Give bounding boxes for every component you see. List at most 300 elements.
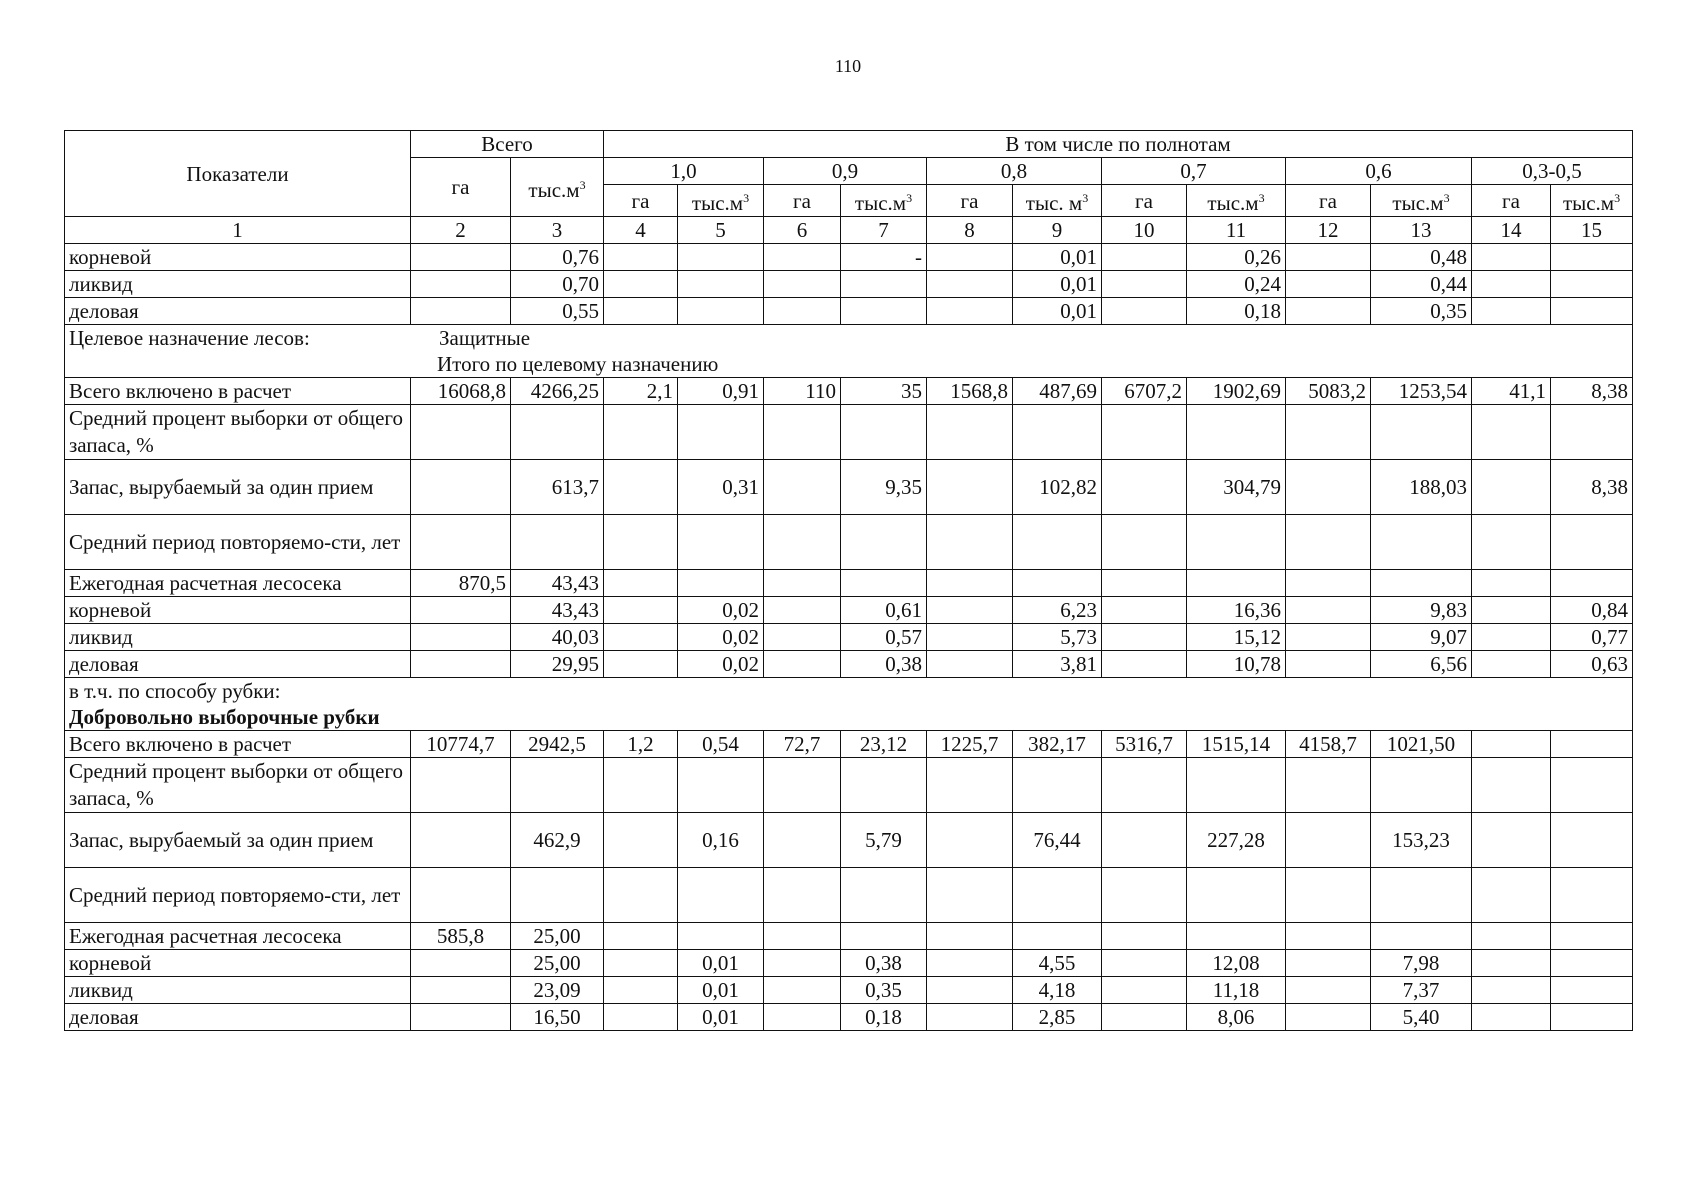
table-cell	[764, 923, 841, 950]
table-cell: 0,31	[678, 460, 764, 515]
vol-header: $тыс.м^3$	[1551, 185, 1633, 217]
table-cell: 1021,50	[1371, 731, 1472, 758]
table-cell	[1371, 405, 1472, 460]
table-cell	[1551, 298, 1633, 325]
table-cell: 16,50	[511, 1004, 604, 1031]
table-cell	[411, 977, 511, 1004]
table-cell	[604, 597, 678, 624]
table-cell	[1286, 597, 1371, 624]
table-cell: 870,5	[411, 570, 511, 597]
table-cell: 5316,7	[1102, 731, 1187, 758]
table-cell	[511, 405, 604, 460]
table-cell	[764, 950, 841, 977]
table-cell	[927, 758, 1013, 813]
table-cell: 72,7	[764, 731, 841, 758]
table-cell	[1286, 460, 1371, 515]
column-number: 15	[1551, 217, 1633, 244]
table-cell: 0,77	[1551, 624, 1633, 651]
table-cell	[1371, 515, 1472, 570]
table-cell	[1472, 271, 1551, 298]
table-cell: 1,2	[604, 731, 678, 758]
purpose-value: Защитные	[439, 326, 531, 350]
purpose-subtitle: Итого по целевому назначению	[437, 352, 719, 376]
table-row	[65, 813, 1633, 868]
table-cell: 0,38	[841, 950, 927, 977]
column-number: 9	[1013, 217, 1102, 244]
table-cell	[764, 1004, 841, 1031]
table-row	[65, 244, 1633, 271]
table-cell: 0,01	[678, 950, 764, 977]
table-cell: 2942,5	[511, 731, 604, 758]
table-cell: 188,03	[1371, 460, 1472, 515]
table-cell	[764, 570, 841, 597]
table-cell	[604, 624, 678, 651]
table-cell	[764, 405, 841, 460]
table-cell	[927, 515, 1013, 570]
table-cell	[764, 977, 841, 1004]
header-row-1	[65, 131, 1633, 158]
density-header: 0,6	[1286, 158, 1472, 185]
table-cell	[604, 813, 678, 868]
table-cell: 4,55	[1013, 950, 1102, 977]
table-cell	[1286, 244, 1371, 271]
table-cell	[678, 923, 764, 950]
table-cell	[511, 868, 604, 923]
ha-header: га	[604, 185, 678, 217]
table-row	[65, 731, 1633, 758]
table-cell: 4,18	[1013, 977, 1102, 1004]
table-cell: 4266,25	[511, 378, 604, 405]
method-name: Добровольно выборочные рубки	[69, 705, 380, 729]
table-cell	[764, 813, 841, 868]
table-cell	[927, 1004, 1013, 1031]
table-cell	[841, 405, 927, 460]
table-cell: 6,23	[1013, 597, 1102, 624]
table-cell: 11,18	[1187, 977, 1286, 1004]
table-cell	[1286, 624, 1371, 651]
column-number: 8	[927, 217, 1013, 244]
table-cell	[1102, 1004, 1187, 1031]
purpose-subtitle-line	[69, 351, 1628, 377]
table-row	[65, 597, 1633, 624]
table-body	[65, 131, 1633, 1031]
vol-header: $тыс.м^3$	[678, 185, 764, 217]
table-cell	[411, 298, 511, 325]
table-row	[65, 758, 1633, 813]
table-cell	[411, 405, 511, 460]
table-cell	[678, 271, 764, 298]
table-cell	[1102, 758, 1187, 813]
by-density-header: В том числе по полнотам	[604, 131, 1633, 158]
table-cell	[411, 271, 511, 298]
table-cell: 0,16	[678, 813, 764, 868]
total-vol-header: $тыс.м^3$	[511, 158, 604, 217]
table-cell	[927, 950, 1013, 977]
ha-header: га	[1286, 185, 1371, 217]
row-label: деловая	[65, 298, 411, 325]
table-cell	[411, 624, 511, 651]
table-cell	[1472, 758, 1551, 813]
row-label: корневой	[65, 597, 411, 624]
table-cell	[1371, 570, 1472, 597]
row-label: Средний процент выборки от общего запаса, %	[65, 758, 411, 813]
ha-header: га	[927, 185, 1013, 217]
table-cell: 10,78	[1187, 651, 1286, 678]
table-cell: 10774,7	[411, 731, 511, 758]
table-cell	[1102, 570, 1187, 597]
table-cell	[1472, 651, 1551, 678]
table-cell	[1187, 758, 1286, 813]
table-cell	[927, 597, 1013, 624]
table-cell	[1371, 868, 1472, 923]
table-cell	[1286, 977, 1371, 1004]
column-number: 13	[1371, 217, 1472, 244]
table-cell: 102,82	[1013, 460, 1102, 515]
table-cell: 4158,7	[1286, 731, 1371, 758]
table-cell	[604, 651, 678, 678]
table-cell	[764, 271, 841, 298]
table-cell	[678, 758, 764, 813]
table-cell	[411, 758, 511, 813]
table-cell	[927, 977, 1013, 1004]
table-cell: 5,40	[1371, 1004, 1472, 1031]
table-cell	[1286, 405, 1371, 460]
vol-header: $тыс.м^3$	[841, 185, 927, 217]
table-cell	[1102, 298, 1187, 325]
table-cell	[604, 460, 678, 515]
table-row	[65, 298, 1633, 325]
table-cell: 0,61	[841, 597, 927, 624]
table-cell	[764, 758, 841, 813]
table-cell: 110	[764, 378, 841, 405]
table-row	[65, 624, 1633, 651]
table-cell: 462,9	[511, 813, 604, 868]
table-cell	[1013, 515, 1102, 570]
table-cell	[678, 405, 764, 460]
table-cell	[841, 271, 927, 298]
density-header: 0,7	[1102, 158, 1286, 185]
table-cell	[1286, 923, 1371, 950]
table-cell	[1102, 651, 1187, 678]
table-cell	[841, 515, 927, 570]
table-cell	[1472, 731, 1551, 758]
table-cell	[927, 405, 1013, 460]
table-cell	[604, 244, 678, 271]
table-cell	[1013, 570, 1102, 597]
column-numbers-row	[65, 217, 1633, 244]
row-label: Всего включено в расчет	[65, 731, 411, 758]
table-cell	[1286, 651, 1371, 678]
table-cell	[678, 868, 764, 923]
table-cell: 12,08	[1187, 950, 1286, 977]
table-cell	[1286, 271, 1371, 298]
method-section-cell	[65, 678, 1633, 731]
table-cell	[841, 923, 927, 950]
table-cell	[1551, 868, 1633, 923]
table-cell	[927, 244, 1013, 271]
table-cell	[1472, 977, 1551, 1004]
table-cell	[1286, 950, 1371, 977]
page-number: 110	[834, 56, 862, 76]
table-cell: 8,06	[1187, 1004, 1286, 1031]
vol-header: $тыс.м^3$	[1187, 185, 1286, 217]
table-cell: 382,17	[1013, 731, 1102, 758]
row-label: Запас, вырубаемый за один прием	[65, 813, 411, 868]
table-cell	[411, 515, 511, 570]
table-cell	[411, 868, 511, 923]
row-label: Всего включено в расчет	[65, 378, 411, 405]
table-cell	[1102, 624, 1187, 651]
table-cell: 6707,2	[1102, 378, 1187, 405]
table-cell	[841, 298, 927, 325]
table-cell	[511, 758, 604, 813]
column-number: 6	[764, 217, 841, 244]
ha-header: га	[764, 185, 841, 217]
purpose-section	[65, 325, 1633, 378]
table-cell	[604, 515, 678, 570]
table-cell	[1286, 868, 1371, 923]
table-cell	[1551, 570, 1633, 597]
table-cell: 0,01	[678, 1004, 764, 1031]
table-cell	[1102, 923, 1187, 950]
table-cell	[411, 460, 511, 515]
table-cell: 25,00	[511, 923, 604, 950]
table-row	[65, 515, 1633, 570]
total-ha-header: га	[411, 158, 511, 217]
table-cell	[1102, 244, 1187, 271]
table-cell	[927, 624, 1013, 651]
table-cell: 2,85	[1013, 1004, 1102, 1031]
table-cell	[1472, 515, 1551, 570]
table-cell	[1187, 515, 1286, 570]
table-cell	[927, 460, 1013, 515]
table-cell: 0,55	[511, 298, 604, 325]
column-number: 4	[604, 217, 678, 244]
table-cell	[1472, 460, 1551, 515]
table-cell	[1472, 570, 1551, 597]
row-label: корневой	[65, 950, 411, 977]
table-cell	[411, 1004, 511, 1031]
table-cell	[841, 868, 927, 923]
table-cell	[1187, 570, 1286, 597]
table-cell	[1102, 515, 1187, 570]
table-cell: 3,81	[1013, 651, 1102, 678]
table-cell: 7,37	[1371, 977, 1472, 1004]
table-cell: 0,48	[1371, 244, 1472, 271]
column-number: 14	[1472, 217, 1551, 244]
density-header: 0,9	[764, 158, 927, 185]
table-cell: 1902,69	[1187, 378, 1286, 405]
table-row	[65, 868, 1633, 923]
table-cell: 1515,14	[1187, 731, 1286, 758]
table-cell	[764, 460, 841, 515]
table-cell: 23,09	[511, 977, 604, 1004]
table-cell: 41,1	[1472, 378, 1551, 405]
table-cell	[927, 868, 1013, 923]
table-cell	[1187, 923, 1286, 950]
method-line	[69, 678, 1628, 704]
table-cell	[1286, 813, 1371, 868]
row-label: Средний процент выборки от общего запаса, %	[65, 405, 411, 460]
table-cell: 7,98	[1371, 950, 1472, 977]
table-cell	[1286, 515, 1371, 570]
table-cell: 29,95	[511, 651, 604, 678]
density-header: 1,0	[604, 158, 764, 185]
table-cell	[1472, 624, 1551, 651]
table-cell	[1102, 405, 1187, 460]
table-cell: 1568,8	[927, 378, 1013, 405]
column-number: 2	[411, 217, 511, 244]
column-number: 1	[65, 217, 411, 244]
table-cell: 15,12	[1187, 624, 1286, 651]
table-cell	[604, 868, 678, 923]
table-cell	[1472, 868, 1551, 923]
table-row	[65, 950, 1633, 977]
table-cell	[1013, 405, 1102, 460]
table-row	[65, 570, 1633, 597]
method-label: в т.ч. по способу рубки:	[69, 679, 281, 703]
table-cell	[1013, 868, 1102, 923]
row-label: Средний период повторяемо-сти, лет	[65, 868, 411, 923]
column-number: 12	[1286, 217, 1371, 244]
table-cell	[1551, 731, 1633, 758]
table-cell: 2,1	[604, 378, 678, 405]
table-cell	[1551, 977, 1633, 1004]
table-cell	[1472, 923, 1551, 950]
table-cell: 0,24	[1187, 271, 1286, 298]
table-cell: 0,63	[1551, 651, 1633, 678]
table-row	[65, 271, 1633, 298]
table-cell	[411, 651, 511, 678]
table-cell	[764, 515, 841, 570]
table-cell	[1472, 405, 1551, 460]
table-cell: 1253,54	[1371, 378, 1472, 405]
row-label: ликвид	[65, 271, 411, 298]
table-cell	[1551, 813, 1633, 868]
row-label: Средний период повторяемо-сти, лет	[65, 515, 411, 570]
table-cell: 0,76	[511, 244, 604, 271]
table-cell	[1187, 405, 1286, 460]
table-cell: 8,38	[1551, 378, 1633, 405]
table-cell	[1013, 923, 1102, 950]
table-cell	[1286, 1004, 1371, 1031]
table-cell	[1102, 271, 1187, 298]
table-cell: 25,00	[511, 950, 604, 977]
table-cell: 0,57	[841, 624, 927, 651]
table-cell	[1472, 597, 1551, 624]
table-cell	[1551, 405, 1633, 460]
table-cell: 16068,8	[411, 378, 511, 405]
table-row	[65, 651, 1633, 678]
ha-header: га	[1472, 185, 1551, 217]
table-cell	[1102, 950, 1187, 977]
table-cell: 9,07	[1371, 624, 1472, 651]
table-cell	[927, 271, 1013, 298]
table-cell	[604, 758, 678, 813]
table-cell: 0,18	[841, 1004, 927, 1031]
table-cell: 76,44	[1013, 813, 1102, 868]
table-row	[65, 1004, 1633, 1031]
row-label: ликвид	[65, 977, 411, 1004]
table-cell	[1286, 758, 1371, 813]
table-cell	[1551, 923, 1633, 950]
indicators-header: Показатели	[65, 131, 411, 217]
table-cell	[604, 405, 678, 460]
table-cell	[1551, 1004, 1633, 1031]
table-cell: 0,02	[678, 624, 764, 651]
table-cell: 585,8	[411, 923, 511, 950]
ha-header: га	[1102, 185, 1187, 217]
table-cell	[1551, 271, 1633, 298]
table-cell	[604, 271, 678, 298]
column-number: 3	[511, 217, 604, 244]
table-cell: 487,69	[1013, 378, 1102, 405]
table-cell	[1371, 758, 1472, 813]
table-cell: 8,38	[1551, 460, 1633, 515]
table-cell	[1472, 1004, 1551, 1031]
table-cell	[764, 597, 841, 624]
purpose-line	[69, 325, 1628, 351]
table-cell: 5083,2	[1286, 378, 1371, 405]
row-label: Запас, вырубаемый за один прием	[65, 460, 411, 515]
table-cell: 35	[841, 378, 927, 405]
table-cell: 0,54	[678, 731, 764, 758]
table-cell	[1102, 597, 1187, 624]
table-cell: 0,18	[1187, 298, 1286, 325]
table-cell: 0,01	[1013, 271, 1102, 298]
table-cell: 5,79	[841, 813, 927, 868]
table-cell	[764, 624, 841, 651]
table-cell	[678, 244, 764, 271]
column-number: 11	[1187, 217, 1286, 244]
table-cell: 0,91	[678, 378, 764, 405]
table-cell: 0,70	[511, 271, 604, 298]
row-label: Ежегодная расчетная лесосека	[65, 570, 411, 597]
table-cell: 23,12	[841, 731, 927, 758]
table-cell	[1371, 923, 1472, 950]
table-cell	[927, 651, 1013, 678]
table-cell: 0,01	[1013, 244, 1102, 271]
table-cell	[764, 868, 841, 923]
method-name-line	[69, 704, 1628, 730]
table-cell	[678, 570, 764, 597]
table-cell	[678, 515, 764, 570]
density-header: 0,8	[927, 158, 1102, 185]
table-cell	[511, 515, 604, 570]
table-cell	[1472, 950, 1551, 977]
table-row	[65, 460, 1633, 515]
table-cell	[604, 1004, 678, 1031]
table-row	[65, 378, 1633, 405]
table-cell: 0,01	[678, 977, 764, 1004]
vol-header: $тыс.м^3$	[1371, 185, 1472, 217]
table-cell: 43,43	[511, 597, 604, 624]
table-cell: 5,73	[1013, 624, 1102, 651]
vol-header: тыс. $м^3$	[1013, 185, 1102, 217]
table-cell	[764, 298, 841, 325]
table-cell	[1102, 868, 1187, 923]
table-cell: 0,01	[1013, 298, 1102, 325]
table-cell	[1472, 813, 1551, 868]
table-cell	[604, 923, 678, 950]
table-cell	[1013, 758, 1102, 813]
column-number: 7	[841, 217, 927, 244]
table-row	[65, 405, 1633, 460]
table-cell	[1551, 244, 1633, 271]
table-cell: 16,36	[1187, 597, 1286, 624]
column-number: 5	[678, 217, 764, 244]
table-cell	[604, 570, 678, 597]
